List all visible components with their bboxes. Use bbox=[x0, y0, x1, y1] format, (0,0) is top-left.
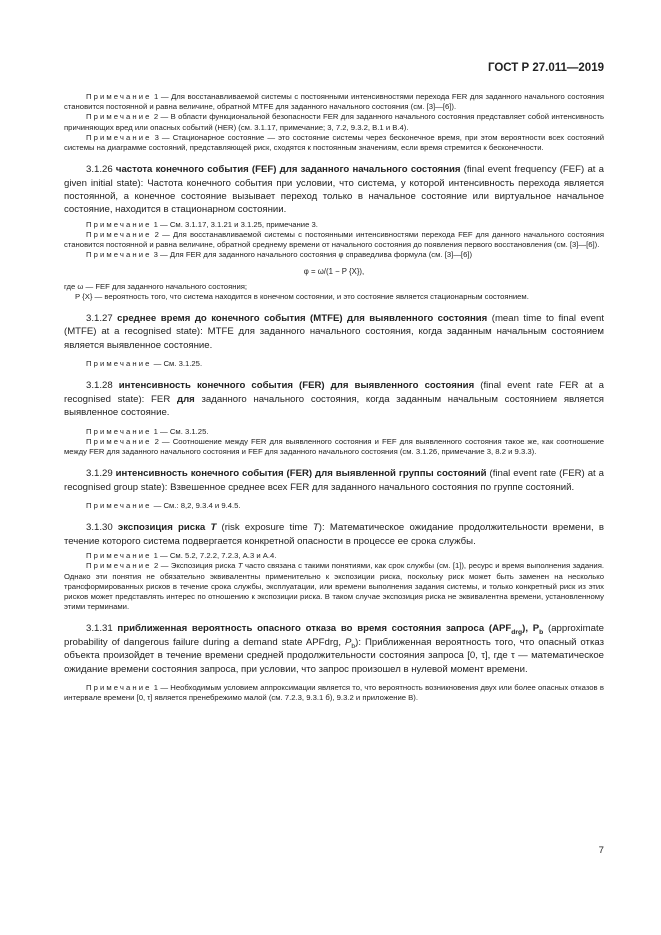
note: Примечание — См. 3.1.25. bbox=[86, 359, 203, 369]
term-3-1-28: 3.1.28 интенсивность конечного события (FER) для выявленного состояния (final event rate FER at a recognised state): FER для заданного начального состояния, когда заданным начальным состоянием является выявленное состояние. bbox=[64, 380, 604, 419]
note: Примечание 3 — Для FER для заданного начального состояния φ справедлива формула (см. [3]—[6]) bbox=[86, 250, 473, 260]
term-3-1-29: 3.1.29 интенсивность конечного события (FER) для выявленной группы состояний (final event rate (FER) at a recognised group state): Взвешенное среднее всех FER для заданного начального состояния по группе состояний. bbox=[64, 468, 605, 493]
term-3-1-31: 3.1.31 приближенная вероятность опасного отказа во время состояния запроса $(APF_{drg})$, $P_b$ (approximate probability of dangerous failure during a demand state APFdrg, $P_b$): Приближенная вероятность того, что опасный отказ объекта произойдет в течение времени средней продолжительности состояния запроса [0, τ], где τ — математическое ожидание времени состояния запроса, при условии, что запрос произошел в нулевой момент времени. bbox=[64, 623, 604, 675]
note: Примечание — См.: 8,2, 9.3.4 и 9.4.5. bbox=[86, 501, 241, 511]
term-3-1-30: 3.1.30 экспозиция риска T (risk exposure time T): Математическое ожидание продолжительности времени, в течение которого система подвергается конкретной опасности в процессе ее срока службы. bbox=[64, 522, 604, 547]
document-body bbox=[64, 92, 604, 703]
formula-where: где ω — FEF для заданного начального состояния; bbox=[64, 281, 248, 291]
note: Примечание 2 — Соотношение между FER для выявленного состояния и FEF для выявленного состояния такое же, как соотношение между FER для заданного начального состояния и FEF для заданного начального состояния (см. 3.1.26, примечание 3, 8.2 и 9.3.3). bbox=[64, 436, 604, 457]
term-3-1-27: 3.1.27 среднее время до конечного события (MTFE) для выявленного состояния (mean time to final event (MTFE) at a recognised state): MTFE для заданного начального состояния, когда заданным начальным состоянием является выявленное состояние. bbox=[64, 313, 604, 351]
standard-designation: ГОСТ Р 27.011—2019 bbox=[487, 62, 604, 74]
formula-where: P {X} — вероятность того, что система находится в конечном состоянии, и это состояние является стационарным состоянием. bbox=[75, 291, 529, 301]
note: Примечание 3 — Стационарное состояние — это состояние системы через бесконечное время, при этом вероятности всех состояний системы на диаграмме состояний, представляющей риск, сходятся к постоянным значениям, если время стремится к бесконечности. bbox=[64, 132, 604, 153]
formula: φ = ω/(1 − P {X}), bbox=[303, 266, 365, 276]
note: Примечание 1 — Необходимым условием аппроксимации является то, что вероятность возникновения двух или более опасных отказов в интервале времени [0, τ] является пренебрежимо малой (см. 7.2.3, 9.3.1 б), 9.3.2 и приложение В). bbox=[64, 682, 604, 703]
note: Примечание 2 — Для восстанавливаемой системы с постоянными интенсивностями перехода FEF для данного начального состояния становится постоянной и равна величине, обратной среднему времени от начального состояния до появления первого восстановления (см. [3]—[6]). bbox=[64, 230, 604, 250]
page-number: 7 bbox=[598, 845, 604, 856]
note: Примечание 2 — Экспозиция риска T часто связана с такими понятиями, как срок службы (см. [1]), ресурс и время выполнения задания. Однако эти понятия не обязательно эквивалентны применительно к экспозиции риска, поскольку риск может быть заменен на несколько трансформированных рисков в течение срока службы, эксплуатации, или времени выполнения задания системы, и только конкретный риск из этих рисков может представлять интерес по отношению к экспозиции риска. В таком случае экспозиция риска не эквивалентна времени, установленному этими терминами. bbox=[64, 561, 604, 612]
term-3-1-26: 3.1.26 частота конечного события (FEF) для заданного начального состояния (final event frequency (FEF) at a given initial state): Частота конечного события при условии, что система, у которой интенсивность перехода является постоянной, а конечное состояние вызывает переход только в начальное состояние или виртуальное начальное состояние, находится в стационарном состоянии. bbox=[64, 164, 605, 216]
note: Примечание 1 — См. 3.1.25. bbox=[86, 426, 209, 436]
note: Примечание 1 — Для восстанавливаемой системы с постоянными интенсивностями перехода FER для заданного начального состояния становится постоянной и равна величине, обратной MTFE для заданного начального состояния (см. [3]—[6]). bbox=[64, 92, 604, 112]
note: Примечание 2 — В области функциональной безопасности FER для заданного начального состояния представляет собой интенсивность причиняющих вред или опасных событий (HER) (см. 3.1.17, примечание; 3, 7.2, 9.3.2, В.1 и В.4). bbox=[64, 112, 604, 132]
note: Примечание 1 — См. 5.2, 7.2.2, 7.2.3, А.3 и А.4. bbox=[86, 551, 277, 561]
note: Примечание 1 — См. 3.1.17, 3.1.21 и 3.1.25, примечание 3. bbox=[86, 219, 318, 229]
